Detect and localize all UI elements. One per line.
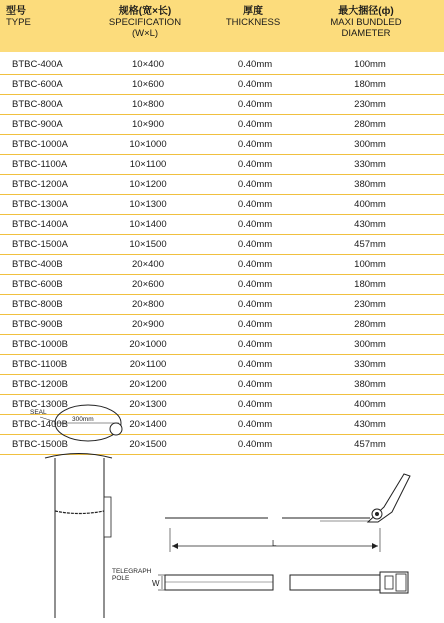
row-diameter: 330mm [354,359,386,370]
header-type-en: TYPE [6,17,31,28]
row-thickness: 0.40mm [237,439,273,450]
row-diameter: 280mm [354,119,386,130]
tie-top-strap-left [165,575,273,590]
row-thickness: 0.40mm [237,219,273,230]
row-type: BTBC-800A [12,99,63,110]
header-type-zh: 型号 [6,6,26,17]
row-spec: 10×400 [132,59,164,70]
row-diameter: 430mm [354,219,386,230]
header-spec-zh: 规格(宽×长) [118,6,172,17]
row-thickness: 0.40mm [237,99,273,110]
row-thickness: 0.40mm [237,139,273,150]
row-thickness: 0.40mm [237,379,273,390]
row-type: BTBC-1200B [12,379,68,390]
row-spec: 10×900 [132,119,164,130]
row-spec: 10×1300 [129,199,167,210]
header-diameter-en2: DIAMETER [341,28,391,39]
row-diameter: 380mm [354,379,386,390]
length-label: L [272,539,277,548]
pole-label-1: TELEGRAPH [112,568,152,575]
row-diameter: 100mm [354,259,386,270]
row-spec: 10×1200 [129,179,167,190]
row-type: BTBC-1500B [12,439,68,450]
row-thickness: 0.40mm [237,119,273,130]
row-type: BTBC-900B [12,319,63,330]
row-diameter: 380mm [354,179,386,190]
loop-diameter-label: 300mm [72,416,94,423]
row-thickness: 0.40mm [237,299,273,310]
header-spec-unit: (W×L) [131,28,159,39]
row-type: BTBC-1400A [12,219,68,230]
row-diameter: 400mm [354,399,386,410]
row-diameter: 300mm [354,139,386,150]
width-label: W [152,579,160,588]
row-thickness: 0.40mm [237,399,273,410]
row-thickness: 0.40mm [237,319,273,330]
row-diameter: 230mm [354,299,386,310]
row-type: BTBC-1000A [12,139,68,150]
row-spec: 20×600 [132,279,164,290]
row-spec: 10×1500 [129,239,167,250]
row-thickness: 0.40mm [237,159,273,170]
row-spec: 20×1400 [129,419,167,430]
row-thickness: 0.40mm [237,199,273,210]
row-type: BTBC-1400B [12,419,68,430]
row-diameter: 457mm [354,439,386,450]
row-diameter: 400mm [354,199,386,210]
row-diameter: 300mm [354,339,386,350]
row-thickness: 0.40mm [237,419,273,430]
row-type: BTBC-900A [12,119,63,130]
row-type: BTBC-1000B [12,339,68,350]
row-diameter: 457mm [354,239,386,250]
row-type: BTBC-800B [12,299,63,310]
row-spec: 20×900 [132,319,164,330]
pole-label-2: POLE [112,575,130,582]
row-thickness: 0.40mm [237,59,273,70]
row-spec: 20×400 [132,259,164,270]
header-thickness-zh: 厚度 [243,6,263,17]
row-spec: 10×1400 [129,219,167,230]
row-type: BTBC-1100A [12,159,68,170]
row-type: BTBC-1200A [12,179,68,190]
row-thickness: 0.40mm [237,279,273,290]
row-spec: 10×800 [132,99,164,110]
row-spec: 20×1300 [129,399,167,410]
row-thickness: 0.40mm [237,339,273,350]
pole-top [45,454,112,459]
row-type: BTBC-1300A [12,199,68,210]
pole-buckle [104,497,111,537]
row-type: BTBC-600A [12,79,63,90]
row-thickness: 0.40mm [237,79,273,90]
row-diameter: 230mm [354,99,386,110]
header-diameter-en1: MAXI BUNDLED [330,17,402,28]
row-type: BTBC-1500A [12,239,68,250]
row-thickness: 0.40mm [237,179,273,190]
tie-top-strap-right [290,575,380,590]
row-diameter: 330mm [354,159,386,170]
row-thickness: 0.40mm [237,239,273,250]
seal-label: SEAL [30,409,47,416]
row-diameter: 180mm [354,79,386,90]
header-diameter-zh: 最大捆径(ф) [338,6,394,17]
row-spec: 20×1500 [129,439,167,450]
row-spec: 20×1200 [129,379,167,390]
header-spec-en: SPECIFICATION [108,17,182,28]
row-spec: 20×1100 [129,359,167,370]
header-thickness-en: THICKNESS [225,17,281,28]
row-diameter: 280mm [354,319,386,330]
row-type: BTBC-400B [12,259,63,270]
row-diameter: 100mm [354,59,386,70]
seal-buckle [110,423,122,435]
row-spec: 20×800 [132,299,164,310]
row-type: BTBC-1300B [12,399,68,410]
pole-tie-band [55,511,104,514]
row-type: BTBC-1100B [12,359,68,370]
row-spec: 10×1000 [129,139,167,150]
row-type: BTBC-600B [12,279,63,290]
row-thickness: 0.40mm [237,359,273,370]
row-diameter: 180mm [354,279,386,290]
row-diameter: 430mm [354,419,386,430]
row-spec: 20×1000 [129,339,167,350]
row-spec: 10×1100 [129,159,167,170]
row-thickness: 0.40mm [237,259,273,270]
row-spec: 10×600 [132,79,164,90]
row-type: BTBC-400A [12,59,63,70]
